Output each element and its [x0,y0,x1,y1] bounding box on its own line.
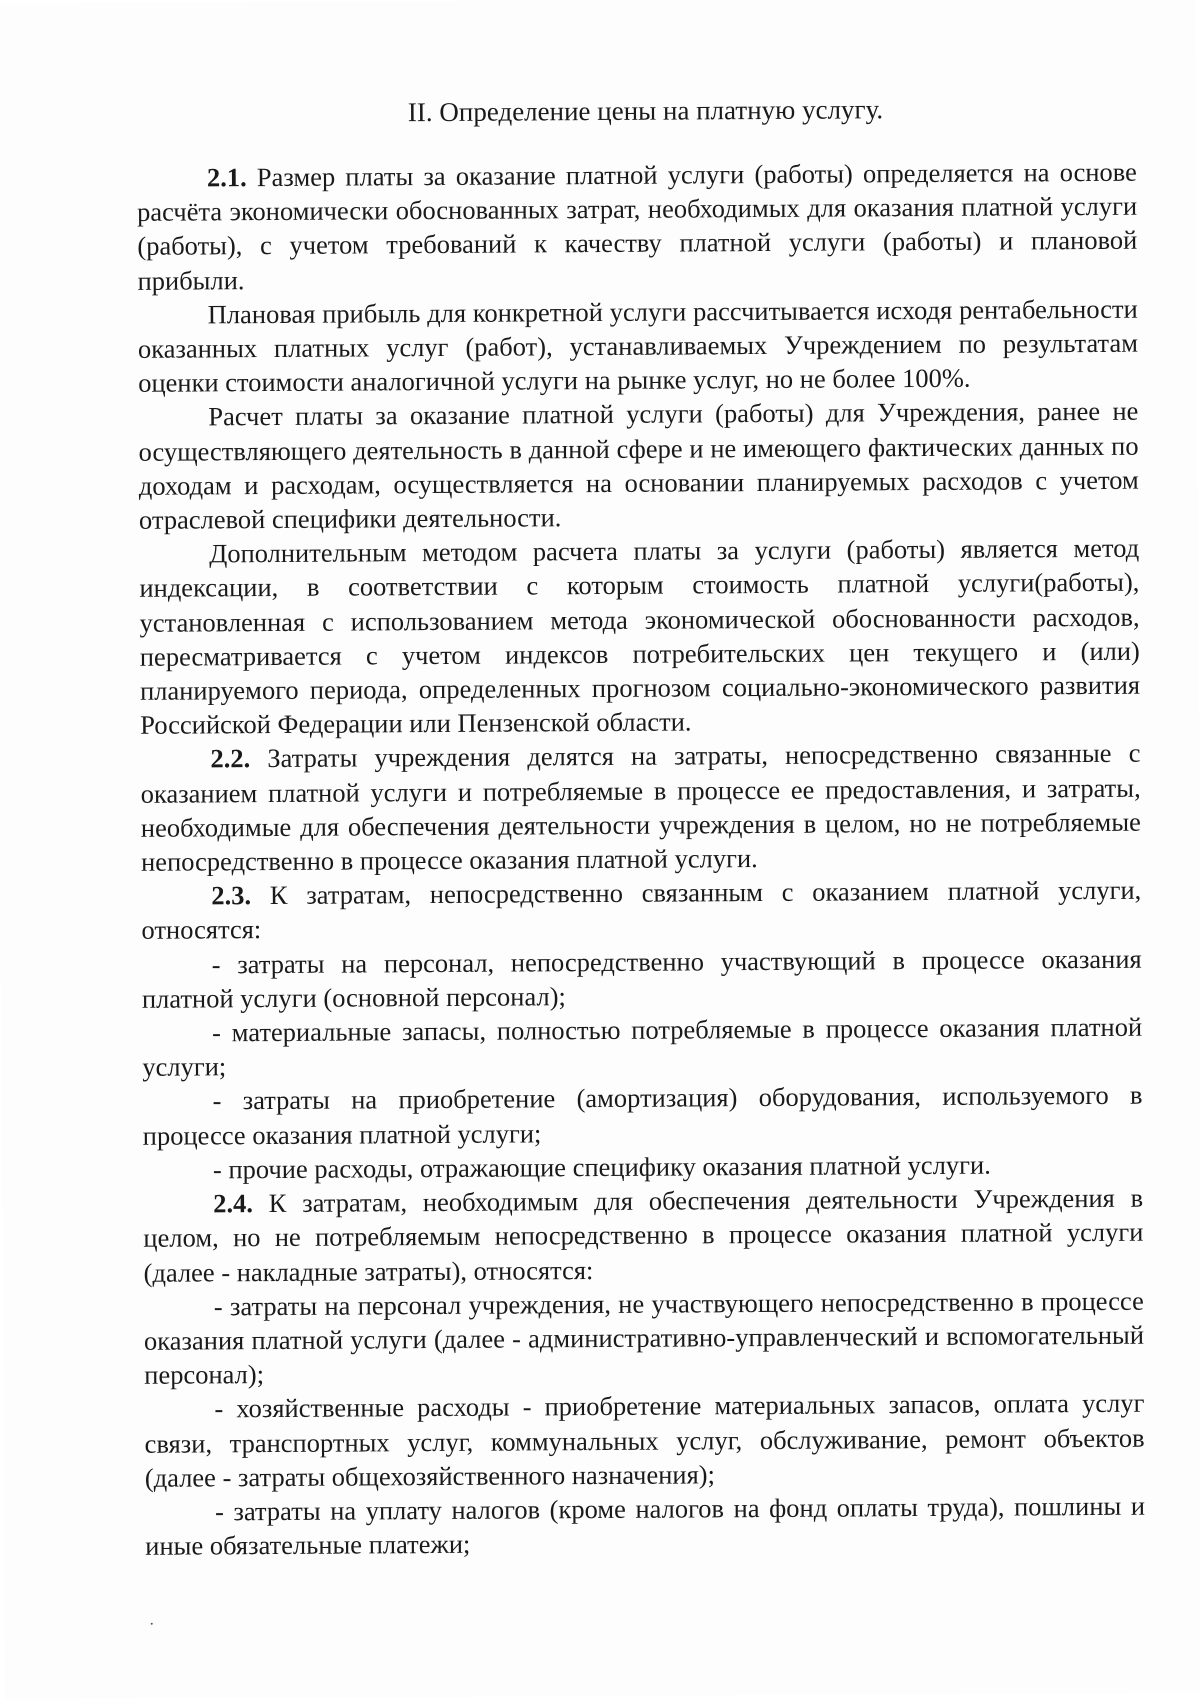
list-item-personnel-costs [142,941,1142,1016]
paragraph-text: - затраты на уплату налогов (кроме налогов на фонд оплаты труда), пошлины и иные обязательные платежи; [145,1490,1146,1561]
paragraph-2-4 [143,1181,1144,1290]
section-title: II. Определение цены на платную услугу. [407,94,884,128]
paragraph-text: - затраты на персонал, непосредственно участвующий в процессе оказания платной услуги (основной персонал); [141,943,1142,1014]
paragraph-number: 2.1. [206,162,247,193]
paragraph-text: - затраты на приобретение (амортизация) оборудования, используемого в процессе оказания платной услуги; [142,1080,1143,1151]
paragraph-text: Расчет платы за оказание платной услуги (работы) для Учреждения, ранее не осуществляющего деятельность в данной сфере и не имеющего фактических данных по доходам и расходам, осуществляется на основании планируемых расходов с учетом отраслевой специфики деятельности. [138,396,1139,535]
scan-speck [151,1623,153,1625]
list-item-taxes [145,1489,1145,1564]
paragraph-text: - прочие расходы, отражающие специфику оказания платной услуги. [212,1149,991,1185]
paragraph-indexation-method [139,531,1140,742]
paragraph-number: 2.4. [213,1188,254,1219]
paragraph-2-1 [137,155,1138,298]
paragraph-planned-profit [138,292,1139,401]
paragraph-text: - материальные запасы, полностью потребляемые в процессе оказания платной услуги; [142,1011,1143,1083]
list-item-admin-personnel [144,1283,1145,1392]
paragraph-text: Размер платы за оказание платной услуги (работы) определяется на основе расчёта экономически обоснованных затрат, необходимых для оказания платной услуги (работы), с учетом требований к качеству платной услуги (работы) и плановой прибыли. [137,156,1138,296]
paragraph-text: Плановая прибыль для конкретной услуги рассчитывается исходя рентабельности оказанных платных услуг (работ), устанавливаемых Учреждением по результатам оценки стоимости аналогичной услуги на рынке услуг, но не более 100%. [137,293,1139,399]
paragraph-text: Дополнительным методом расчета платы за услуги (работы) является метод индексации, в соответствии с которым стоимость платной услуги(работы), установленная с использованием метода экономической обоснованности расходов, пересматривается с учетом индексов потребительских цен текущего и (или) планируемого периода, определенных прогнозом социально-экономического развития Российской Федерации или Пензенской области. [139,532,1141,741]
paragraph-number: 2.2. [210,743,251,774]
paragraph-2-3 [141,873,1141,948]
paragraph-text: - хозяйственные расходы - приобретение материальных запасов, оплата услуг связи, транспортных услуг, коммунальных услуг, обслуживание, ремонт объектов (далее - затраты общехозяйственного назначения); [144,1387,1145,1493]
paragraph-text: К затратам, непосредственно связанным с оказанием платной услуги, относятся: [141,874,1142,946]
paragraph-text: - затраты на персонал учреждения, не участвующего непосредственно в процессе оказания платной услуги (далее - административно-управленческий и вспомогательный персонал); [143,1285,1145,1390]
paragraph-text: К затратам, необходимым для обеспечения деятельности Учреждения в целом, но не потребляемым непосредственно в процессе оказания платной услуги (далее - накладные затраты), относятся: [143,1182,1144,1288]
document-body [137,155,1146,1563]
list-item-equipment [142,1078,1142,1153]
paragraph-text: Затраты учреждения делятся на затраты, непосредственно связанные с оказанием платной услуги и потребляемые в процессе ее предоставления, и затраты, необходимые для обеспечения деятельности учреждения в целом, но не потребляемые непосредственно в процессе оказания платной услуги. [140,738,1141,877]
list-item-household-expenses [144,1386,1145,1495]
list-item-materials [142,1010,1142,1085]
paragraph-2-2 [140,736,1141,879]
paragraph-number: 2.3. [211,880,252,911]
paragraph-new-institution [138,394,1139,537]
